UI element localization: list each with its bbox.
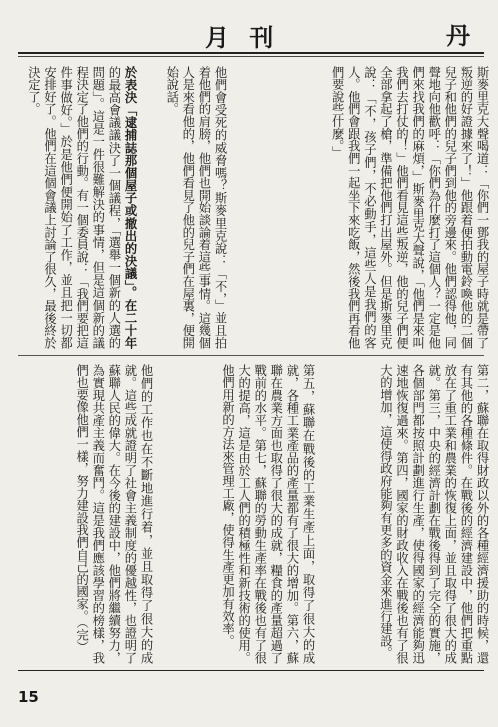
text-column-top-left: 於表決「逮捕誌那個屋子或撤出的決議」。在二十年的最高會議議決了一個議程，「選舉一個新的人選的問題」。這是一件很難解決的事情，但是這個新的議程決定了他們的行動。有一個委員說：「我們要把這件事做好。」於是他們便開始了工作，並且把一切都安排好了。他們在這個會議上討論了很久，最後終於決定了。 — [26, 66, 138, 349]
text-column-bottom-left: 他們的工作也在不斷地進行着，並且取得了很大的成就。這些成就證明了社會主義制度的優越性，也證明了蘇聯人民的偉大。在今後的建設中，他們將繼續努力，為實現共產主義而奮鬥。這是我們應該學習的榜樣，我們也要像他們一樣，努力建設我們自己的國家。（完） — [74, 364, 153, 664]
footer-rule — [18, 670, 484, 671]
header-rule — [18, 52, 484, 54]
page-number: 15 — [18, 688, 39, 706]
header-mark: 丹 — [446, 21, 470, 50]
text-column-top-right: 斯麥里克大聲喝道：「你們一鄧我的屋子時就是帶了叛逆的好證據來了！」他跟着便拍動電鈴喚他的二個兒子和他們的兒子們到他的旁邊來。他們認得他，同聲地向他歡呼：「你們為什麼打了這個人？一定是他們來找我們的麻煩，」斯麥里克大聲說，「他們是來叫我們去打仗的！」他們看見這些叛逆，他的兒子們便全部拿起了槍，準備把他們打出屋外。但是斯麥里克說：「不，孩子們，不必動手，這些人是我們的客人。他們會跟我們一起坐下來吃飯，然後我們再看他們要說些什麼。」 — [330, 66, 489, 349]
text-column-bottom-right: 第二，蘇聯在取得財政以外的各種經濟援助的時候，還有其他的各種條件。在戰後的經濟建設中，他們把重點放在了重工業和農業的恢復上面，並且取得了很大的成就。第三，中央的經濟計劃在戰後得到了完全的實施，各個部門都按照計劃進行生產，使得國家的經濟能夠迅速地恢復過來。第四，國家的財政收入在戰後也有了很大的增加，這使得政府能夠有更多的資金來進行建設。 — [378, 364, 489, 664]
section-divider — [18, 355, 484, 356]
header-rule-thin — [18, 56, 484, 57]
magazine-title: 月 刊 — [205, 23, 280, 52]
text-column-bottom-middle: 第五，蘇聯在戰後的工業生產上面，取得了很大的成就，各種工業產品的產量都有了很大的增加。第六，蘇聯在農業方面也取得了很大的成就，糧食的產量超過了戰前的水平。第七，蘇聯的勞動生產率在戰後也有了很大的提高，這是由於工人們的積極性和新技術的使用。他們用新的方法來管理工廠，使得生產更加有效率。 — [220, 364, 315, 664]
text-column-top-middle: 他們會受死的威脅嗎？斯麥里克說：「不，」並且拍着他們的肩膀，他們也開始談論着這些事情。這幾個人是來看他的，他們看見了他的兒子們在屋裏，便開始說話。 — [164, 66, 227, 349]
